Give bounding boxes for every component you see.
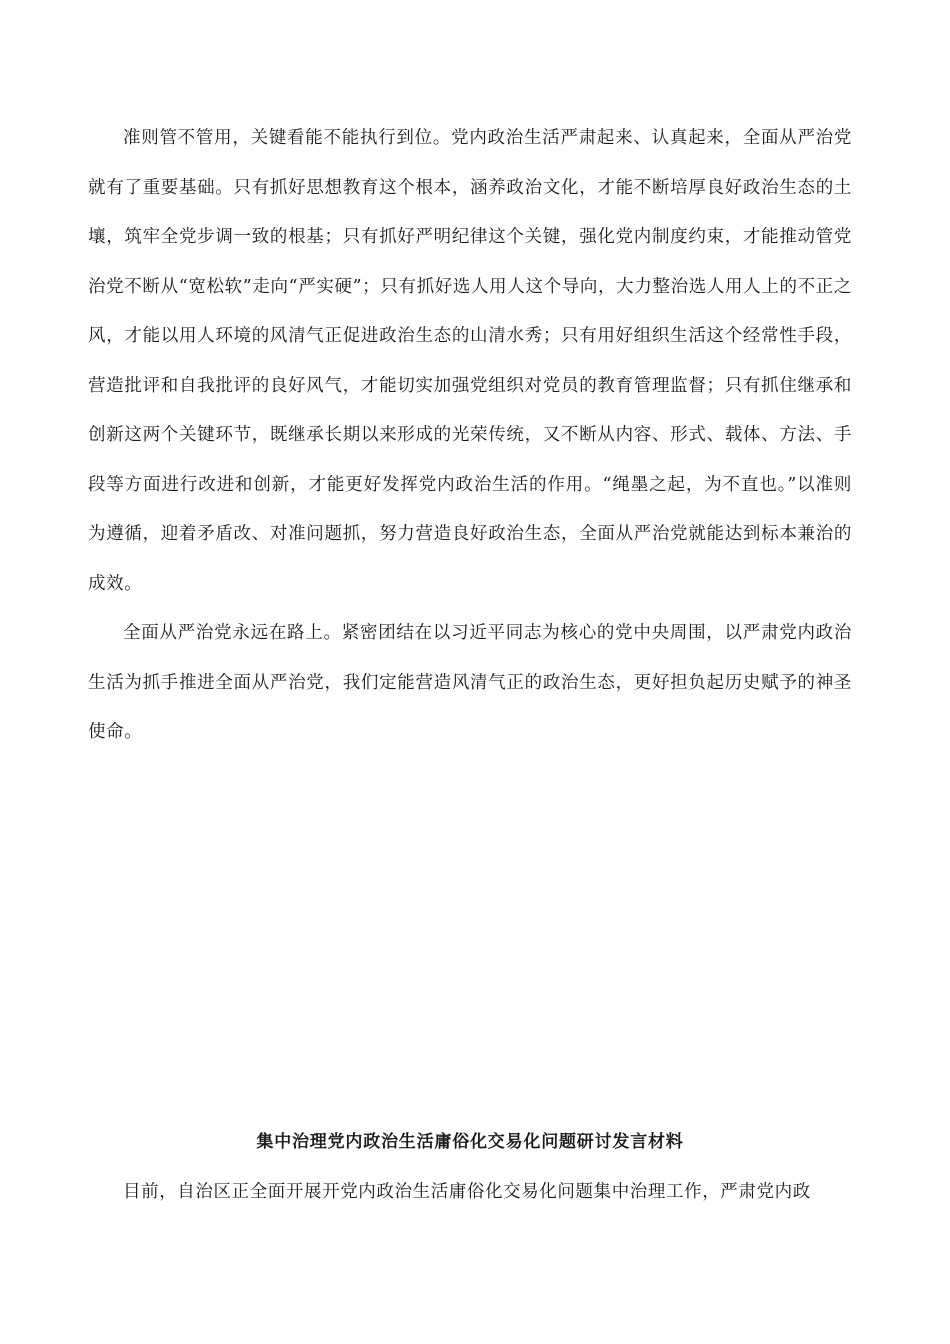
- paragraph-intro: 目前，自治区正全面开展开党内政治生活庸俗化交易化问题集中治理工作，严肃党内政: [123, 1182, 811, 1202]
- body-section-2: [88, 1124, 852, 1218]
- paragraph-guidelines-enforcement: 准则管不管用，关键看能不能执行到位。党内政治生活严肃起来、认真起来，全面从严治党就有了重要基础。只有抓好思想教育这个根本，涵养政治文化，才能不断培厚良好政治生态的土壤，筑牢全党步调一致的根基；只有抓好严明纪律这个关键，强化党内制度约束，才能推动管党治党不断从“宽松软”走向“严实硬”；只有抓好选人用人这个导向，大力整治选人用人上的不正之风，才能以用人环境的风清气正促进政治生态的山清水秀；只有用好组织生活这个经常性手段，营造批评和自我批评的良好风气，才能切实加强党组织对党员的教育管理监督；只有抓住继承和创新这两个关键环节，既继承长期以来形成的光荣传统，又不断从内容、形式、载体、方法、手段等方面进行改进和创新，才能更好发挥党内政治生活的作用。“绳墨之起，为不直也。”以准则为遵循，迎着矛盾改、对准问题抓，努力营造良好政治生态，全面从严治党就能达到标本兼治的成效。: [88, 128, 852, 594]
- body-section-1: [88, 114, 852, 758]
- paragraph-always-on-the-road: 全面从严治党永远在路上。紧密团结在以习近平同志为核心的党中央周围，以严肃党内政治生活为抓手推进全面从严治党，我们定能营造风清气正的政治生态，更好担负起历史赋予的神圣使命。: [88, 623, 852, 742]
- section-title: 集中治理党内政治生活庸俗化交易化问题研讨发言材料: [256, 1132, 684, 1152]
